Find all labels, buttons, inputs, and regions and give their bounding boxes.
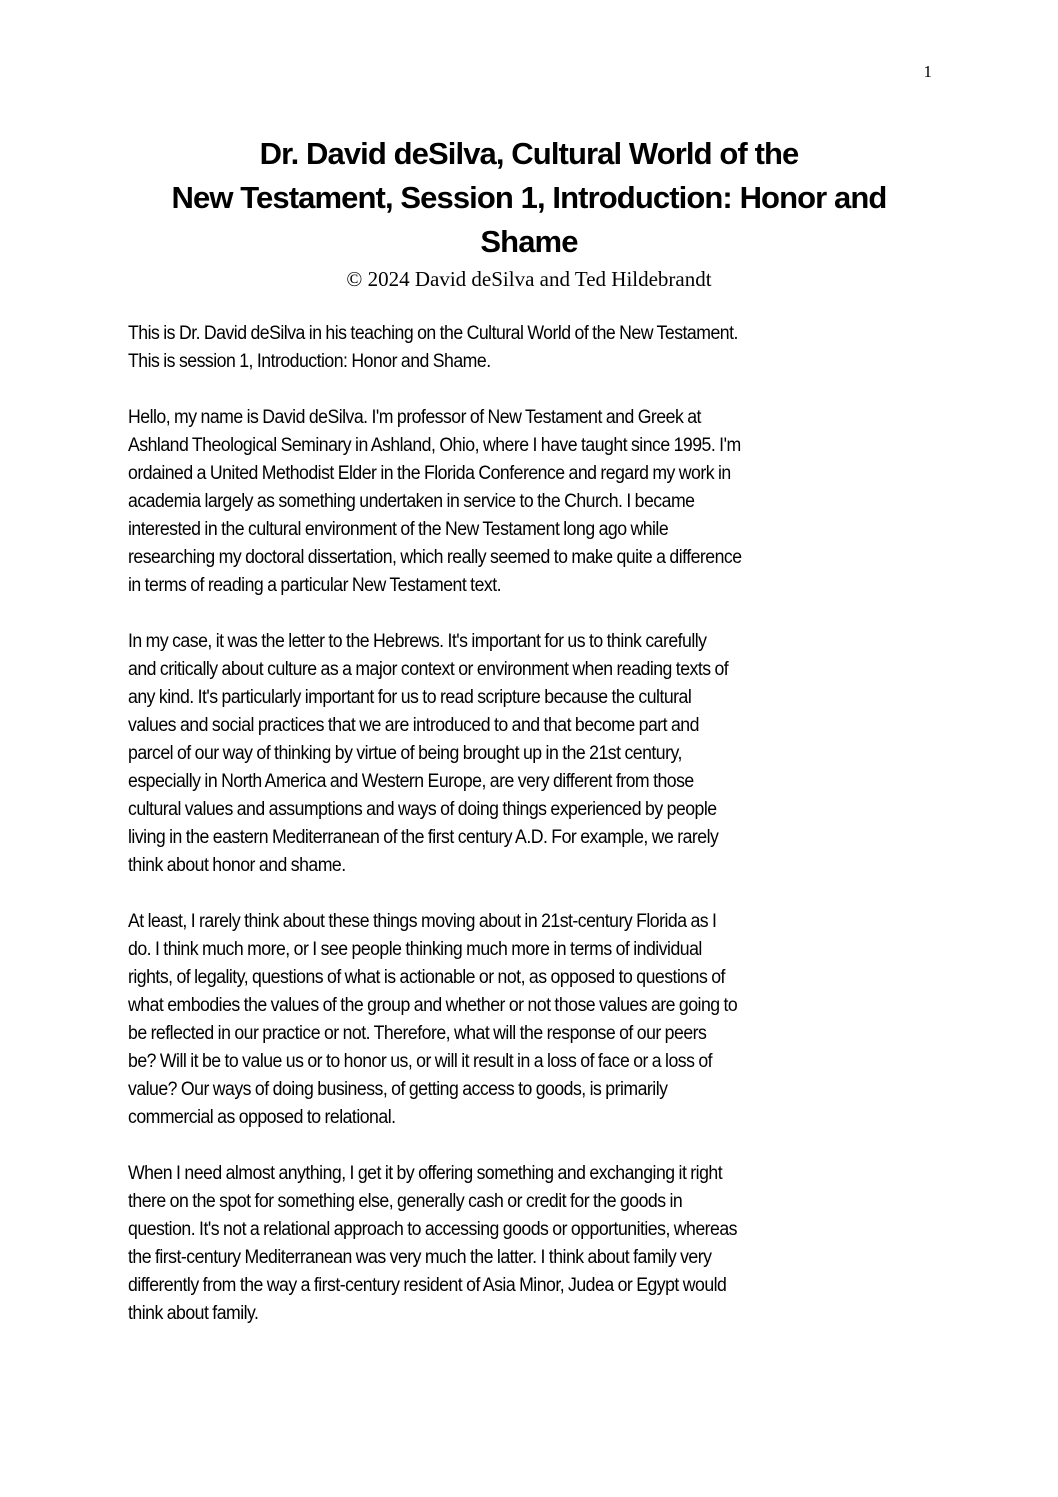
paragraph-line: especially in North America and Western Europe, are very different from those [128,771,694,792]
paragraph-line: parcel of our way of thinking by virtue of being brought up in the 21st century, [128,743,682,764]
paragraph [128,628,938,880]
paragraph-line: the first-century Mediterranean was very much the latter. I think about family very [128,1247,712,1268]
paragraph-line: Hello, my name is David deSilva. I'm professor of New Testament and Greek at [128,407,701,428]
paragraph-line: be reflected in our practice or not. Therefore, what will the response of our peers [128,1023,707,1044]
paragraph-line: Ashland Theological Seminary in Ashland, Ohio, where I have taught since 1995. I'm [128,435,741,456]
paragraph-line: question. It's not a relational approach to accessing goods or opportunities, whereas [128,1219,737,1240]
paragraph-line: academia largely as something undertaken in service to the Church. I became [128,491,695,512]
paragraph [128,320,938,376]
paragraph-line: researching my doctoral dissertation, which really seemed to make quite a difference [128,547,742,568]
paragraph-line: This is Dr. David deSilva in his teaching on the Cultural World of the New Testament. [128,323,738,344]
page-number: 1 [923,62,932,81]
paragraph-line: value? Our ways of doing business, of getting access to goods, is primarily [128,1079,668,1100]
paragraph-line: This is session 1, Introduction: Honor and Shame. [128,351,491,372]
title-line: Dr. David deSilva, Cultural World of the [259,136,799,171]
paragraph [128,404,938,600]
paragraph [128,1160,938,1328]
document-body [128,320,938,1356]
document-title [0,132,1058,264]
paragraph-line: any kind. It's particularly important for us to read scripture because the cultural [128,687,692,708]
paragraph-line: interested in the cultural environment of the New Testament long ago while [128,519,669,540]
paragraph-line: and critically about culture as a major context or environment when reading texts of [128,659,729,680]
paragraph-line: do. I think much more, or I see people thinking much more in terms of individual [128,939,702,960]
paragraph-line: rights, of legality, questions of what is actionable or not, as opposed to questions of [128,967,725,988]
copyright-notice: © 2024 David deSilva and Ted Hildebrandt [346,267,712,291]
paragraph [128,908,938,1132]
title-line: New Testament, Session 1, Introduction: Honor and [171,180,887,215]
paragraph-line: there on the spot for something else, generally cash or credit for the goods in [128,1191,683,1212]
paragraph-line: think about honor and shame. [128,855,346,876]
paragraph-line: commercial as opposed to relational. [128,1107,396,1128]
paragraph-line: In my case, it was the letter to the Hebrews. It's important for us to think carefully [128,631,707,652]
title-line: Shame [480,224,578,259]
paragraph-line: what embodies the values of the group and whether or not those values are going to [128,995,738,1016]
paragraph-line: ordained a United Methodist Elder in the Florida Conference and regard my work in [128,463,731,484]
paragraph-line: be? Will it be to value us or to honor us, or will it result in a loss of face or a loss of [128,1051,713,1072]
paragraph-line: When I need almost anything, I get it by offering something and exchanging it right [128,1163,723,1184]
paragraph-line: At least, I rarely think about these things moving about in 21st-century Florida as I [128,911,717,932]
paragraph-line: cultural values and assumptions and ways of doing things experienced by people [128,799,717,820]
paragraph-line: values and social practices that we are introduced to and that become part and [128,715,699,736]
paragraph-line: living in the eastern Mediterranean of the first century A.D. For example, we rarely [128,827,719,848]
paragraph-line: in terms of reading a particular New Testament text. [128,575,502,596]
paragraph-line: differently from the way a first-century resident of Asia Minor, Judea or Egypt would [128,1275,727,1296]
paragraph-line: think about family. [128,1303,259,1324]
